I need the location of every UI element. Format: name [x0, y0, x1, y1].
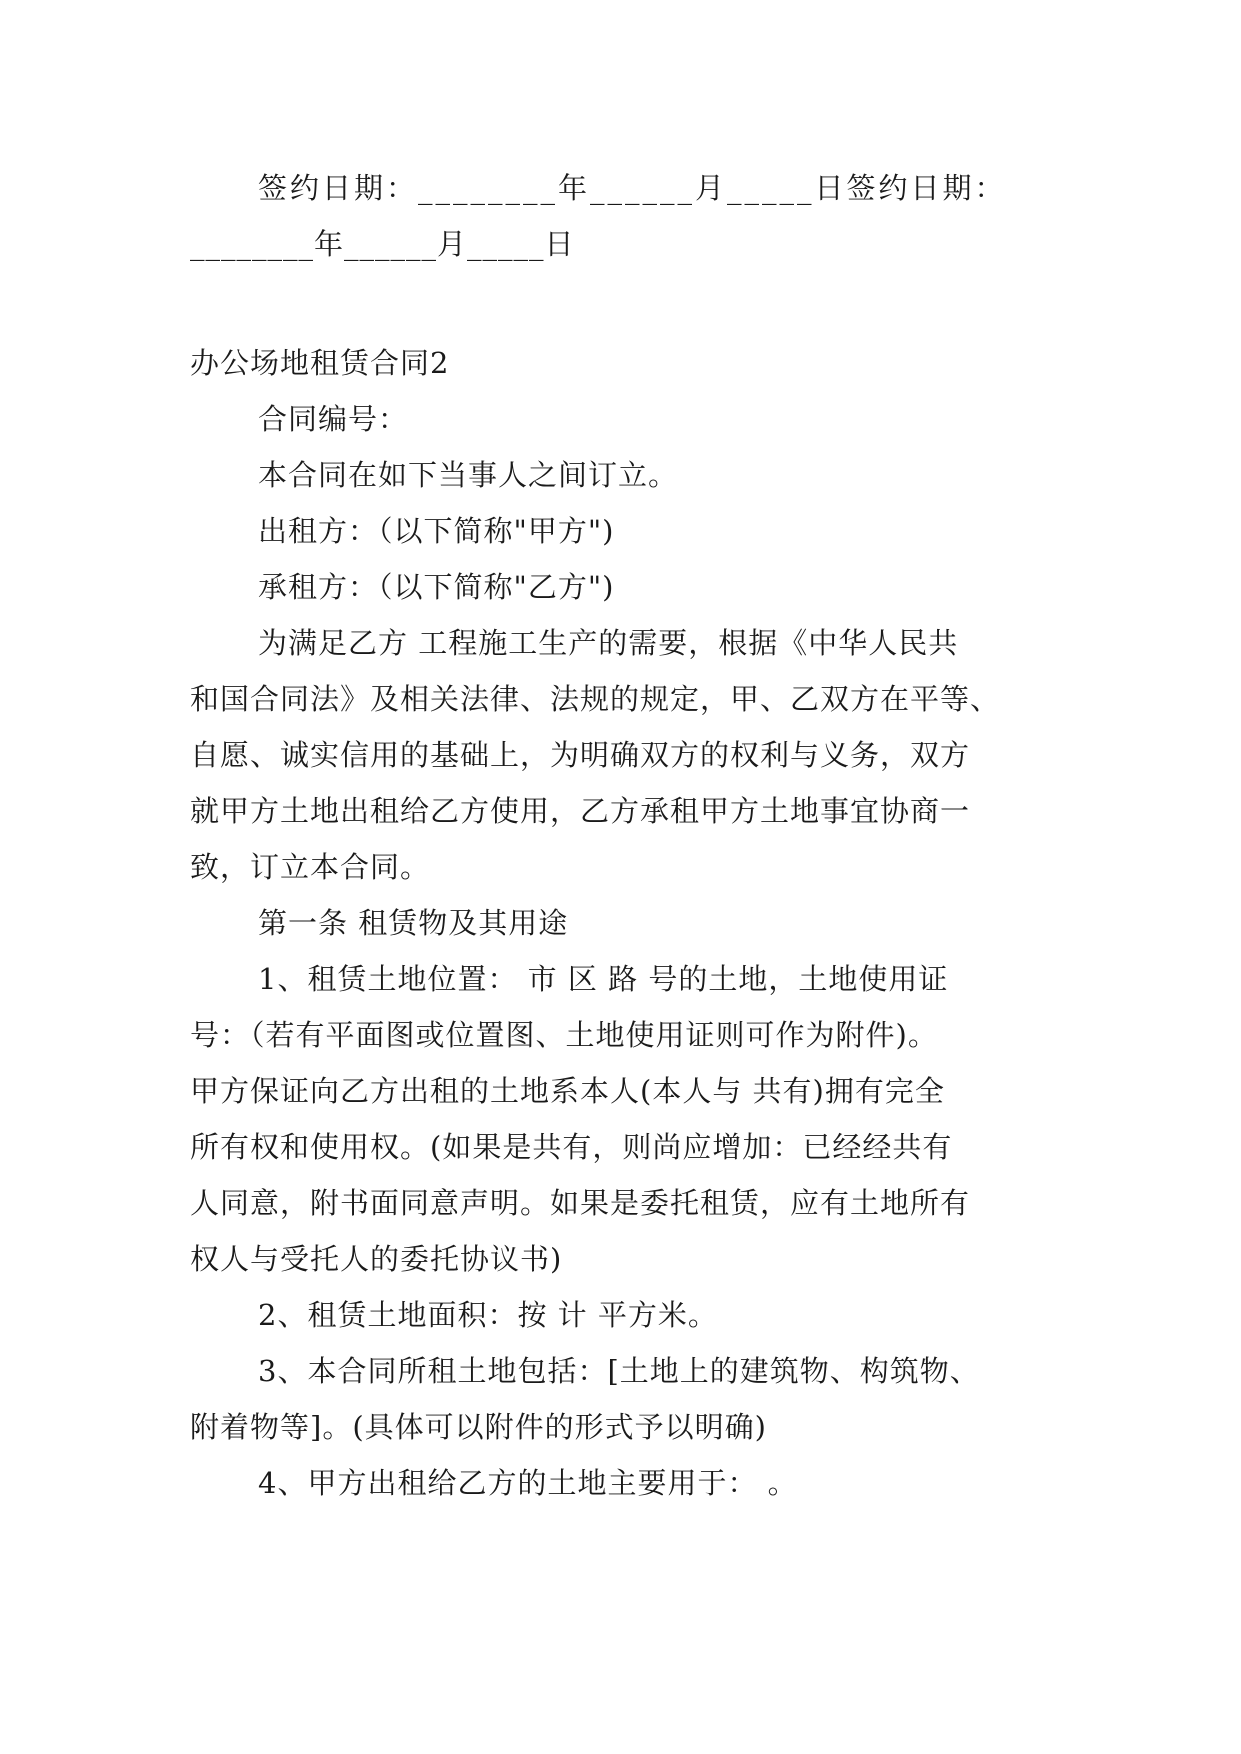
item-3-line: 附着物等]。(具体可以附件的形式予以明确) [190, 1410, 767, 1444]
intro-paragraph: 本合同在如下当事人之间订立。 [258, 458, 679, 492]
item-4: 4、甲方出租给乙方的土地主要用于： 。 [258, 1466, 798, 1500]
preamble-line: 自愿、诚实信用的基础上，为明确双方的权利与义务，双方 [190, 738, 971, 772]
lessor-line: 出租方：（以下简称"甲方") [258, 514, 615, 548]
item-1-line: 人同意，附书面同意声明。如果是委托租赁，应有土地所有 [190, 1186, 971, 1220]
item-1-line: 所有权和使用权。(如果是共有，则尚应增加：已经经共有 [190, 1130, 953, 1164]
preamble-line: 致，订立本合同。 [190, 850, 431, 884]
contract-number-label: 合同编号： [258, 402, 409, 436]
item-2: 2、租赁土地面积：按 计 平方米。 [258, 1298, 718, 1332]
preamble-line: 和国合同法》及相关法律、法规的规定，甲、乙双方在平等、 [190, 682, 1001, 716]
signature-date-line-1: 签约日期：________年______月_____日签约日期： [258, 171, 1007, 205]
item-3-line: 3、本合同所租土地包括：[土地上的建筑物、构筑物、 [258, 1354, 980, 1388]
document-title: 办公场地租赁合同2 [190, 346, 450, 380]
item-1-line: 权人与受托人的委托协议书) [190, 1242, 563, 1276]
item-1-line: 甲方保证向乙方出租的土地系本人(本人与 共有)拥有完全 [190, 1074, 945, 1108]
lessee-line: 承租方：（以下简称"乙方") [258, 570, 615, 604]
preamble-line: 就甲方土地出租给乙方使用，乙方承租甲方土地事宜协商一 [190, 794, 971, 828]
item-1-line: 号：（若有平面图或位置图、土地使用证则可作为附件)。 [190, 1018, 938, 1052]
article-1-title: 第一条 租赁物及其用途 [258, 906, 569, 940]
preamble-line: 为满足乙方 工程施工生产的需要，根据《中华人民共 [258, 626, 959, 660]
item-1-line: 1、租赁土地位置： 市 区 路 号的土地，土地使用证 [258, 962, 949, 996]
signature-date-line-2: ________年______月_____日 [190, 227, 575, 261]
